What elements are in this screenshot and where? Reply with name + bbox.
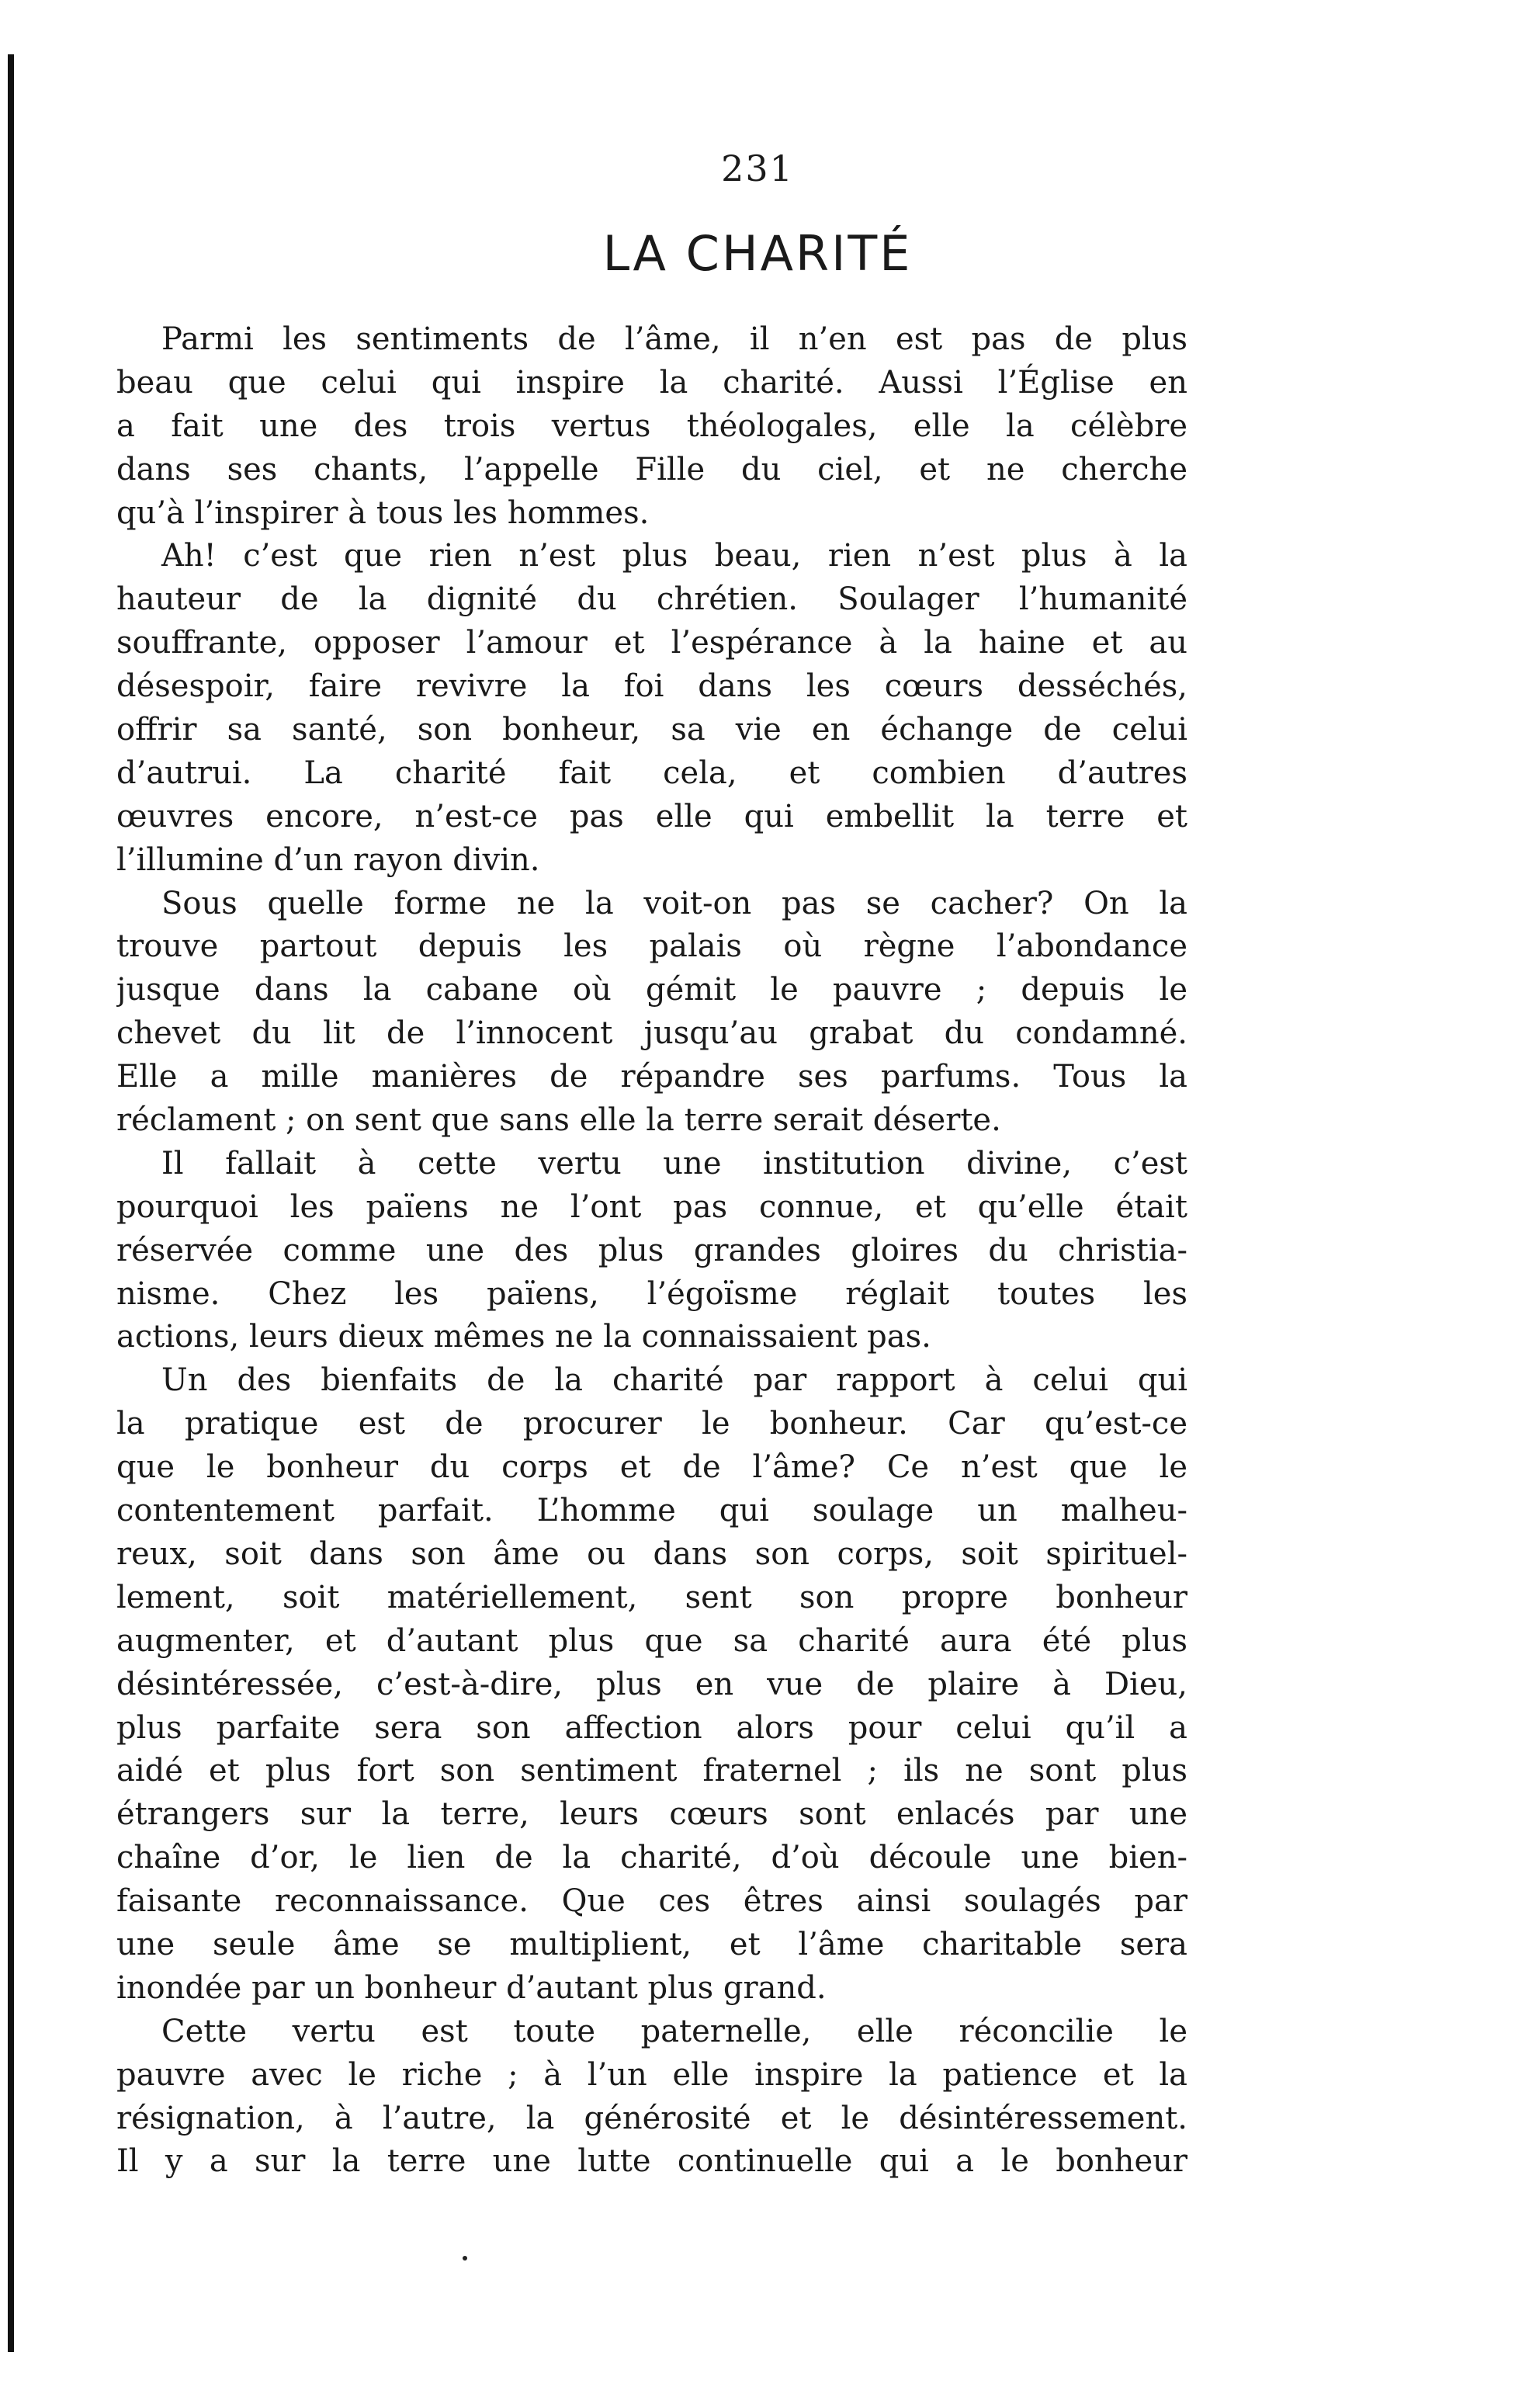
paragraph <box>116 1359 1187 2010</box>
text-line: plus parfaite sera son affection alors pour celui qu’il a <box>116 1709 1187 1746</box>
text-line: aidé et plus fort son sentiment fraternel ; ils ne sont plus <box>116 1753 1187 1789</box>
text-line: Parmi les sentiments de l’âme, il n’en est pas de plus <box>161 321 1187 357</box>
text-line: nisme. Chez les païens, l’égoïsme réglait toutes les <box>116 1275 1187 1312</box>
print-speck <box>463 2256 467 2261</box>
text-line: dans ses chants, l’appelle Fille du ciel, et ne cherche <box>116 451 1187 487</box>
text-line: d’autrui. La charité fait cela, et combien d’autres <box>116 755 1187 791</box>
text-line: faisante reconnaissance. Que ces êtres ainsi soulagés par <box>116 1883 1187 1920</box>
text-line: pauvre avec le riche ; à l’un elle inspire la patience et la <box>116 2056 1187 2093</box>
paragraph <box>116 535 1187 882</box>
text-line: reux, soit dans son âme ou dans son corps, soit spirituel- <box>116 1535 1187 1572</box>
text-line: jusque dans la cabane où gémit le pauvre ; depuis le <box>116 972 1187 1008</box>
text-line: œuvres encore, n’est-ce pas elle qui embellit la terre et <box>116 798 1187 834</box>
paragraph <box>116 2011 1187 2184</box>
text-line: Ah! c’est que rien n’est plus beau, rien n’est plus à la <box>161 538 1187 574</box>
text-line: Un des bienfaits de la charité par rapport à celui qui <box>161 1362 1187 1399</box>
text-line: actions, leurs dieux mêmes ne la connaissaient pas. <box>116 1319 931 1355</box>
text-line: une seule âme se multiplient, et l’âme charitable sera <box>116 1926 1187 1962</box>
text-line: augmenter, et d’autant plus que sa charité aura été plus <box>116 1622 1187 1659</box>
text-line: réservée comme une des plus grandes gloires du christia- <box>116 1232 1187 1268</box>
text-line: Sous quelle forme ne la voit-on pas se cacher? On la <box>161 885 1187 921</box>
text-line: offrir sa santé, son bonheur, sa vie en échange de celui <box>116 712 1187 748</box>
text-line: réclament ; on sent que sans elle la terre serait déserte. <box>116 1102 1001 1139</box>
body-text <box>116 318 1187 2184</box>
text-line: désintéressée, c’est-à-dire, plus en vue de plaire à Dieu, <box>116 1666 1187 1702</box>
chapter-title: LA CHARITÉ <box>602 225 913 282</box>
paragraph <box>116 1143 1187 1359</box>
text-line: Cette vertu est toute paternelle, elle réconcilie le <box>161 2013 1187 2049</box>
text-line: chevet du lit de l’innocent jusqu’au grabat du condamné. <box>116 1015 1187 1052</box>
paragraph <box>116 883 1187 1143</box>
text-line: désespoir, faire revivre la foi dans les cœurs desséchés, <box>116 668 1187 705</box>
paragraph <box>116 318 1187 535</box>
text-line: l’illumine d’un rayon divin. <box>116 841 540 878</box>
text-line: a fait une des trois vertus théologales, elle la célèbre <box>116 408 1187 444</box>
page-number: 231 <box>721 147 794 189</box>
text-line: lement, soit matériellement, sent son propre bonheur <box>116 1579 1187 1615</box>
text-line: Il fallait à cette vertu une institution divine, c’est <box>161 1145 1187 1181</box>
text-line: hauteur de la dignité du chrétien. Soulager l’humanité <box>116 581 1187 618</box>
text-line: Elle a mille manières de répandre ses parfums. Tous la <box>116 1059 1187 1095</box>
text-line: inondée par un bonheur d’autant plus grand. <box>116 1969 827 2006</box>
text-line: souffrante, opposer l’amour et l’espérance à la haine et au <box>116 625 1187 661</box>
text-line: chaîne d’or, le lien de la charité, d’où découle une bien- <box>116 1840 1187 1876</box>
text-line: étrangers sur la terre, leurs cœurs sont enlacés par une <box>116 1796 1187 1833</box>
text-line: qu’à l’inspirer à tous les hommes. <box>116 494 650 531</box>
text-line: pourquoi les païens ne l’ont pas connue, et qu’elle était <box>116 1188 1187 1225</box>
text-line: Il y a sur la terre une lutte continuelle qui a le bonheur <box>116 2143 1187 2180</box>
text-line: contentement parfait. L’homme qui soulage un malheu- <box>116 1493 1187 1529</box>
text-line: trouve partout depuis les palais où règne l’abondance <box>116 928 1187 965</box>
scan-margin-edge <box>8 54 14 2352</box>
text-line: résignation, à l’autre, la générosité et le désintéressement. <box>116 2100 1187 2136</box>
text-line: que le bonheur du corps et de l’âme? Ce n’est que le <box>116 1449 1187 1486</box>
text-line: la pratique est de procurer le bonheur. Car qu’est-ce <box>116 1406 1187 1442</box>
text-line: beau que celui qui inspire la charité. Aussi l’Église en <box>116 364 1187 401</box>
